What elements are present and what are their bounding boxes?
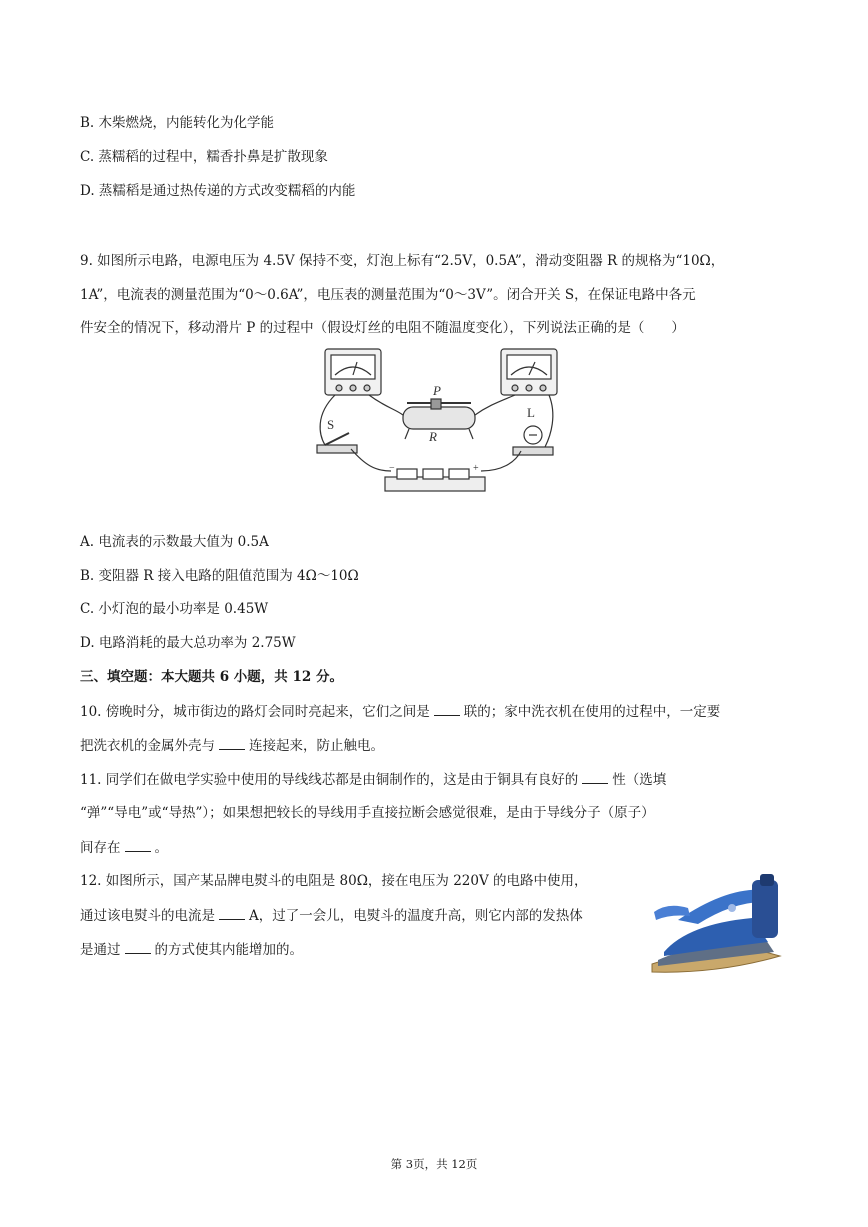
circuit-diagram xyxy=(305,345,567,497)
option-b-prev: B. 木柴燃烧，内能转化为化学能 xyxy=(80,115,275,131)
q9-stem-line1: 9. 如图所示电路，电源电压为 4.5V 保持不变，灯泡上标有“2.5V，0.5A”，滑动变阻器 R 的规格为“10Ω， xyxy=(80,253,725,269)
battery-minus-label: − xyxy=(389,463,395,474)
section-heading: 三、填空题：本大题共 6 小题，共 12 分。 xyxy=(80,669,343,685)
q9-stem-line3: 件安全的情况下，移动滑片 P 的过程中（假设灯丝的电阻不随温度变化），下列说法正确的是（ ） xyxy=(80,320,685,336)
q10-line1 xyxy=(80,701,720,722)
label-s: S xyxy=(327,417,335,432)
q10-text-1a: 10. 傍晚时分，城市街边的路灯会同时亮起来，它们之间是 xyxy=(80,704,430,720)
q12-line3 xyxy=(80,939,303,960)
answer-blank xyxy=(219,735,245,750)
answer-blank xyxy=(582,769,608,784)
q10-text-2a: 把洗衣机的金属外壳与 xyxy=(80,738,215,754)
answer-blank xyxy=(125,939,151,954)
q11-text-1a: 11. 同学们在做电学实验中使用的导线线芯都是由铜制作的，这是由于铜具有良好的 xyxy=(80,772,579,788)
q9-option-b: B. 变阻器 R 接入电路的阻值范围为 4Ω～10Ω xyxy=(80,568,359,584)
q9-option-c: C. 小灯泡的最小功率是 0.45W xyxy=(80,601,269,617)
q11-line3 xyxy=(80,837,168,858)
answer-blank xyxy=(434,701,460,716)
q9-option-a: A. 电流表的示数最大值为 0.5A xyxy=(80,534,269,550)
q11-text-3a: 间存在 xyxy=(80,840,121,856)
q10-text-2b: 连接起来，防止触电。 xyxy=(249,738,384,754)
q11-text-1b: 性（选填 xyxy=(612,772,667,788)
q12-text-3a: 是通过 xyxy=(80,942,121,958)
label-l: L xyxy=(527,405,535,420)
q12-line2 xyxy=(80,905,583,926)
q12-line1: 12. 如图所示，国产某品牌电熨斗的电阻是 80Ω，接在电压为 220V 的电路中使用， xyxy=(80,873,588,889)
q9-stem-line2: 1A”，电流表的测量范围为“0～0.6A”，电压表的测量范围为“0～3V”。闭合开关 S，在保证电路中各元 xyxy=(80,287,696,303)
q12-text-2a: 通过该电熨斗的电流是 xyxy=(80,908,215,924)
q11-line2: “弹”“导电”或“导热”）；如果想把较长的导线用手直接拉断会感觉很难，是由于导线分子（原子） xyxy=(80,805,655,821)
answer-blank xyxy=(219,905,245,920)
battery-plus-label: + xyxy=(473,463,479,474)
q9-option-d: D. 电路消耗的最大总功率为 2.75W xyxy=(80,635,296,651)
label-r: R xyxy=(429,429,437,444)
option-d-prev: D. 蒸糯稻是通过热传递的方式改变糯稻的内能 xyxy=(80,183,356,199)
q11-text-3b: 。 xyxy=(154,840,168,856)
q12-text-3b: 的方式使其内能增加的。 xyxy=(154,942,303,958)
electric-iron-image xyxy=(648,868,788,980)
page-footer: 第 3页，共 12页 xyxy=(390,1157,478,1171)
q10-line2 xyxy=(80,735,384,756)
q11-line1 xyxy=(80,769,666,790)
q10-text-1b: 联的；家中洗衣机在使用的过程中，一定要 xyxy=(463,704,721,720)
option-c-prev: C. 蒸糯稻的过程中，糯香扑鼻是扩散现象 xyxy=(80,149,328,165)
answer-blank xyxy=(125,837,151,852)
q12-text-2b: A，过了一会儿，电熨斗的温度升高，则它内部的发热体 xyxy=(249,908,583,924)
label-p: P xyxy=(433,383,441,398)
